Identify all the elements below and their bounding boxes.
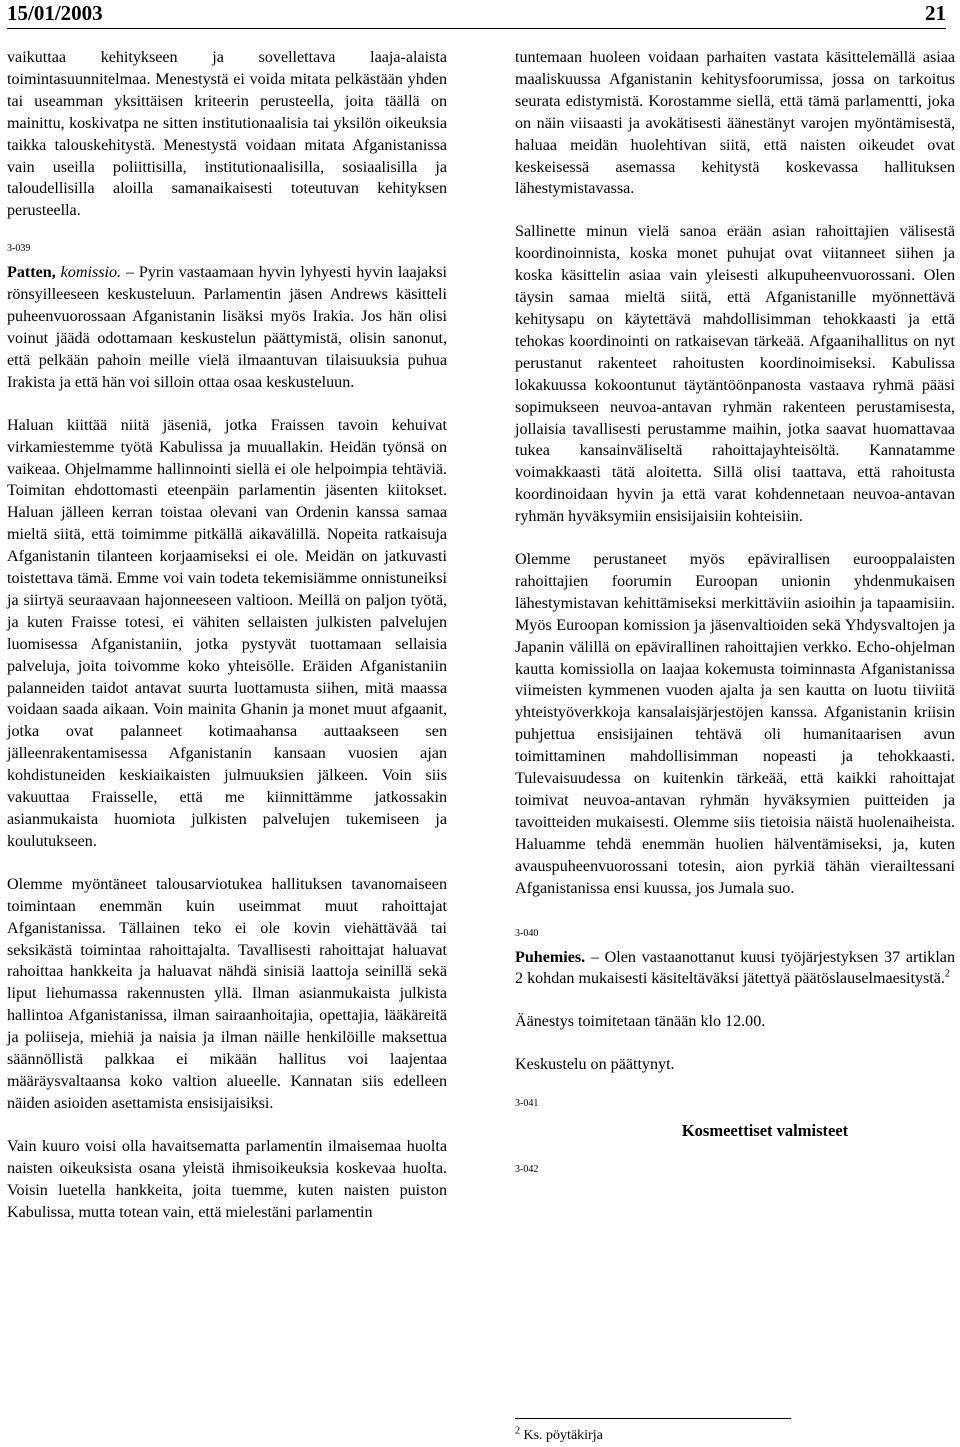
page-number: 21 <box>925 1 946 25</box>
footnote-marker: 2 <box>515 1425 520 1437</box>
item-number: 3-040 <box>515 927 539 939</box>
paragraph: Äänestys toimitetaan tänään klo 12.00. <box>515 1013 766 1031</box>
speaker-role: komissio. <box>60 264 122 282</box>
footnote-text: Ks. pöytäkirja <box>520 1428 603 1443</box>
speaker-name: Puhemies. <box>515 948 586 966</box>
paragraph: Keskustelu on päättynyt. <box>515 1056 675 1074</box>
speech-text: – Olen vastaanottanut kuusi työjärjestyksen 37 artiklan 2 kohdan mukaisesti käsiteltäväksi jätettyä päätöslauselmaesitystä. <box>515 948 955 988</box>
speech-text: – Pyrin vastaamaan hyvin lyhyesti hyvin laajaksi rönsyilleeseen keskusteluun. Parlamentin jäsen Andrews käsitteli puheenvuorossaan Afganistanin lisäksi myös Irakia. Jos hän olisi voinut jäädä odottamaan keskustelun päättymistä, olisin sanonut, että pelkään pahoin meille vielä ilmaantuvan tilaisuuksia puhua Irakista ja että hän voi silloin ottaa osaa keskusteluun. <box>7 264 447 391</box>
right-column <box>515 47 955 1183</box>
footnote <box>515 1425 603 1444</box>
footnote-divider <box>515 1418 791 1419</box>
paragraph: vaikuttaa kehitykseen ja sovellettava laaja-alaista toimintasuunnitelmaa. Menestystä ei voida mitata pelkästään yhden tai useamman yksittäisen kriteerin perusteella, joita täällä on mainittu, koskivatpa ne sitten institutionaalisia tai yksilön oikeuksia taikka talouskehitystä. Menestystä voidaan mitata Afganistanissa vain useilla poliittisilla, institutionaalisilla, sosiaalisilla ja taloudellisilla aloilla samanaikaisesti toteutuvan kehityksen perusteella. <box>7 49 447 220</box>
section-heading: Kosmeettiset valmisteet <box>681 1121 849 1141</box>
speaker-name: Patten, <box>7 264 56 282</box>
speech-paragraph <box>515 947 955 991</box>
paragraph: Olemme myöntäneet talousarviotukea hallituksen tavanomaiseen toimintaan enemmän kuin useimmat muut rahoittajat Afganistanissa. Tällainen teko ei ole kovin viehättävää tai seksikästä toimintaa rahoittajalta. Tavallisesti rahoittajat haluavat rahoittaa hankkeita ja haluavat nähdä sinisiä laattoja seinillä sekä liput liehumassa rakennusten yllä. Ilman asianmukaista julkista hallintoa Afganistanissa, ilman sairaanhoitajia, opettajia, lääkäreitä ja poliiseja, miehiä ja naisia ja ilman näille henkilöille maksettua säännöllistä palkkaa ei mikään hallitus voi laajentaa määräysvaltaansa koko valtion alueelle. Kannatan siis edelleen näiden asioiden asettamista ensisijaisiksi. <box>7 875 447 1112</box>
paragraph: Haluan kiittää niitä jäseniä, jotka Fraissen tavoin kehuivat virkamiestemme työtä Kabulissa ja muuallakin. Heidän työnsä on vaikeaa. Ohjelmamme hallinnointi siellä ei ole helpoimpia tehtäviä. Toimitan ehdottomasti eteenpäin parlamentin jäsenten kiitokset. Haluan jälleen kerran toistaa olevani van Ordenin kanssa samaa mieltä siitä, että toimimme pitkällä aikavälillä. Nopeita ratkaisuja Afganistanin tilanteen korjaamiseksi ei ole. Meidän on jatkuvasti toistettava tämä. Emme voi vain todeta tekemisiämme onnistuneiksi ja siirtyä seuraavaan hajonneeseen valtioon. Meillä on paljon työtä, ja kuten Fraisse totesi, ei vähiten sellaisten julkisten palvelujen luomisessa Afganistaniin, jotka pystyvät tuottamaan sellaisia palveluja, joita toivomme koko yhteisölle. Eräiden Afganistaniin palanneiden taidot antavat suurta luottamusta siihen, mitä maassa voidaan saada aikaan. Voin mainita Ghanin ja monet muut afgaanit, jotka ovat palanneet kotimaahansa auttaakseen sen jälleenrakentamisessa Afganistanin kansaan vuosien ajan kohdistuneiden keskiaikaisten julmuuksien jälkeen. Voin siis vakuuttaa Fraisselle, että me kiinnittämme jatkossakin asianmukaista huomiota julkisten palvelujen tukemiseen ja koulutukseen. <box>7 416 447 850</box>
paragraph: Sallinette minun vielä sanoa erään asian rahoittajien välisestä koordinoinnista, koska monet puhujat ovat viitanneet siihen ja koska käsittelin asiaa vain yleisesti alkupuheenvuorossani. Olen täysin samaa mieltä siitä, että Afganistanille myönnettävä kehitysapu on käytettävä mahdollisimman tehokkaasti ja että tehokas koordinointi on ratkaisevan tärkeää. Afgaanihallitus on nyt perustanut rakenteet rahoitusten koordinoimiseksi. Kabulissa lokakuussa kokoontunut täytäntöönpanosta vastaava ryhmä pääsi sopimukseen neuvoa-antavan ryhmän rakenteen perustamisesta, jollaisia tavallisesti perustamme maihin, jotka saavat huomattavaa tukea kansainväliseltä rahoittajayhteisöltä. Kannatamme voimakkaasti tätä aloitetta. Sillä olisi taattava, että rahoitusta koordinoidaan hyvin ja että varat kohdennetaan neuvoa-antavan ryhmän hyväksymiin ensisijaisiin kohteisiin. <box>515 223 955 526</box>
item-number: 3-041 <box>515 1098 539 1110</box>
item-number: 3-042 <box>515 1164 539 1176</box>
left-column <box>7 47 447 1223</box>
paragraph: Olemme perustaneet myös epävirallisen eurooppalaisten rahoittajien foorumin Euroopan unionin yhdenmukaisen lähestymistavan kehittämiseksi merkittäviin asioihin ja tapaamisiin. Myös Euroopan komission ja jäsenvaltioiden sekä Yhdysvaltojen ja Japanin välillä on epävirallinen rahoittajien verkko. Echo-ohjelman kautta komissiolla on laajaa kokemusta toiminnasta Afganistanissa viimeisten kymmenen vuoden ajalta ja sen kautta on luotu tiiviitä yhteistyöverkkoja kansalaisjärjestöjen kanssa. Afganistanin kriisin puhjettua ensisijainen tehtävä oli humanitaarisen avun toimittaminen mahdollisimman nopeasti ja tehokkaasti. Tulevaisuudessa on kuitenkin tärkeää, että kaikki rahoittajat toimivat neuvoa-antavan ryhmän hyväksymien puitteiden ja tavoitteiden mukaisesti. Olemme siis tietoisia näistä huolenaiheista. Haluamme tehdä enemmän huolien hälventämiseksi, ja, kuten avauspuheenvuorossani totesin, aion pyrkiä tähän vierailtessani Afganistanissa ensi kuussa, jos Jumala suo. <box>515 551 955 897</box>
speech-paragraph <box>7 262 447 393</box>
paragraph: Vain kuuro voisi olla havaitsematta parlamentin ilmaisemaa huolta naisten oikeuksista osana yleistä ihmisoikeuksia koskevaa huolta. Voisin luetella hankkeita, joita tuemme, kuten naisten puiston Kabulissa, mutta totean vain, että mielestäni parlamentin <box>7 1137 447 1221</box>
page-header <box>7 0 946 29</box>
header-date: 15/01/2003 <box>7 1 103 25</box>
paragraph: tuntemaan huoleen voidaan parhaiten vastata käsittelemällä asiaa maaliskuussa Afganistanin kehitysfoorumissa, jossa on tarkoitus seurata edistymistä. Korostamme siellä, että tämä parlamentti, joka on näin viisaasti ja avokätisesti äänestänyt varojen myöntämisestä, haluaa meidän huolehtivan siitä, että naisten oikeudet ovat keskeisessä asemassa kehitystä koskevassa hallituksen lähestymistavassa. <box>515 49 955 198</box>
item-number: 3-039 <box>7 243 31 255</box>
footnote-reference: 2 <box>944 969 950 981</box>
